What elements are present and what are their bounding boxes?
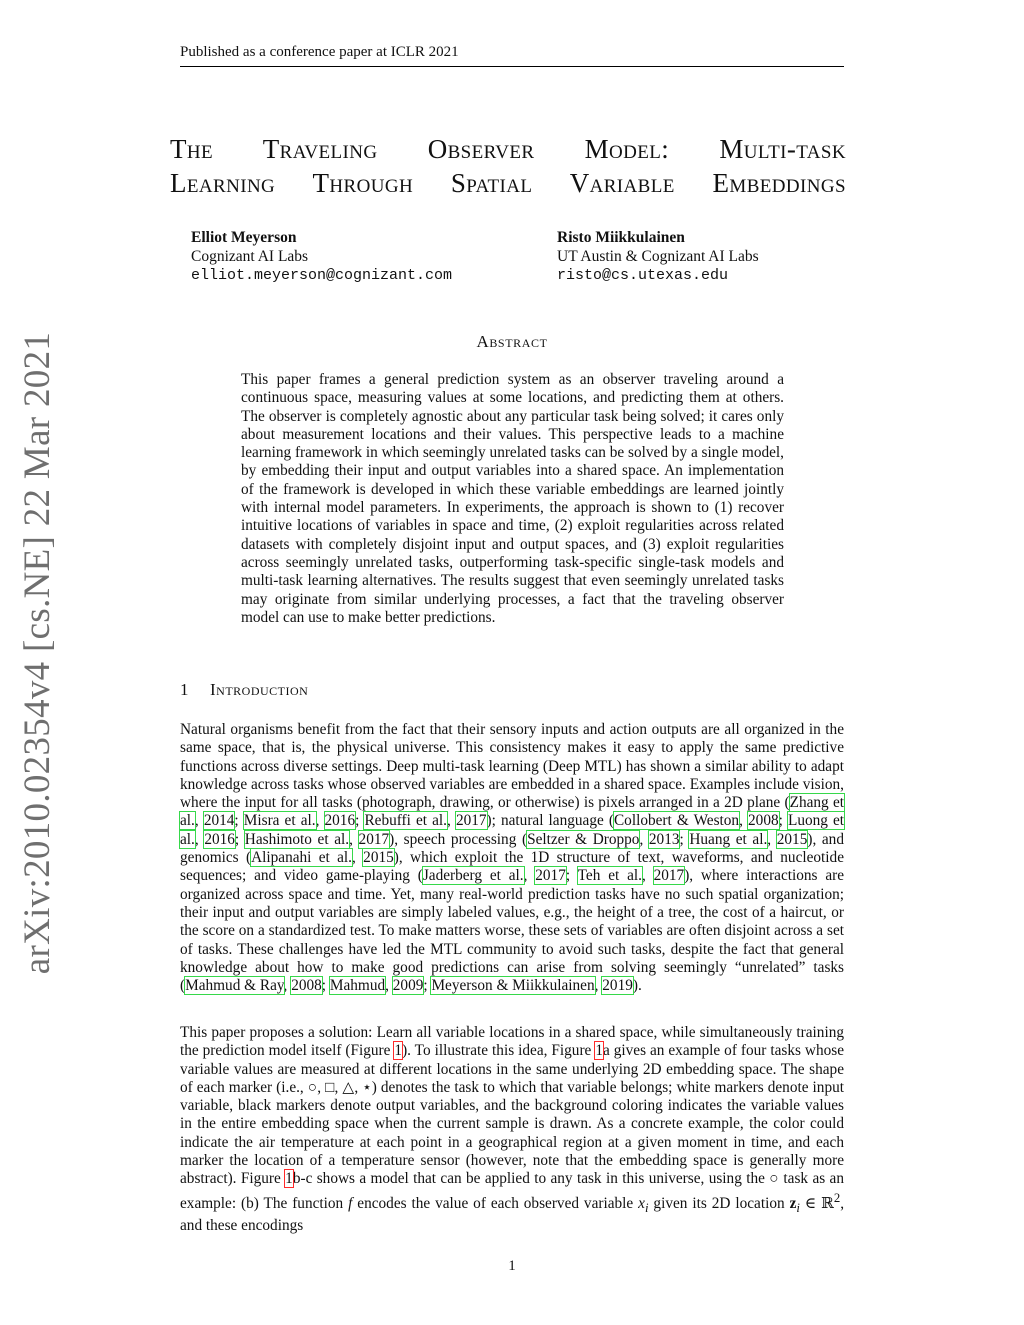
citation-link[interactable]: Zhang et al.	[180, 794, 844, 830]
figure-ref-link[interactable]: 1	[595, 1042, 603, 1060]
text: given its 2D location	[648, 1194, 790, 1212]
citation-link[interactable]: Mahmud	[329, 977, 386, 995]
title-line-2: Learning Through Spatial Variable Embeddings	[170, 168, 846, 198]
citation-link[interactable]: Alipanahi et al.	[251, 849, 352, 867]
citation-link[interactable]: 2017	[535, 867, 566, 885]
citation-link[interactable]: Misra et al.	[243, 812, 316, 830]
citation-link[interactable]: Mahmud & Ray	[185, 977, 284, 995]
page-number: 1	[508, 1258, 516, 1274]
citation-link[interactable]: 2008	[291, 977, 322, 995]
section-heading	[180, 680, 308, 700]
citation-link[interactable]: Collobert & Weston	[613, 812, 740, 830]
citation-link[interactable]: 2017	[455, 812, 487, 830]
running-header: Published as a conference paper at ICLR 2021	[180, 44, 459, 60]
citation-link[interactable]: 2015	[776, 830, 808, 848]
citation-link[interactable]: Meyerson & Miikkulainen	[431, 977, 595, 995]
citation-link[interactable]: Teh et al.	[577, 867, 642, 885]
citation-link[interactable]: 2015	[363, 849, 394, 867]
math-subscript: i	[796, 1200, 800, 1215]
citation-link[interactable]: 2019	[602, 977, 633, 995]
citation-link[interactable]: Rebuffi et al.	[364, 812, 448, 830]
intro-paragraph-1: Natural organisms benefit from the fact that their sensory inputs and action outputs are all organized in the same space, that is, the physical universe. This consistency makes it easy to apply the same predictive functions across diverse settings. Deep multi-task learning (Deep MTL) has shown a similar ability to adapt knowledge across tasks whose observed variables are embedded in a shared space. Examples include vision, where the input for all tasks (photograph, drawing, or otherwise) is pixels arranged in a 2D plane (Zhang et al., 2014; Misra et al., 2016; Rebuffi et al., 2017); natural language (Collobert & Weston, 2008; Luong et al., 2016; Hashimoto et al., 2017), speech processing (Seltzer & Droppo, 2013; Huang et al., 2015), and genomics (Alipanahi et al., 2015), which exploit the 1D structure of text, waveforms, and nucleotide sequences; and video game-playing (Jaderberg et al., 2017; Teh et al., 2017), where interactions are organized across space and time. Yet, many real-world prediction tasks have no such spatial organization; their input and output variables are simply labeled values, e.g., the height of a tree, the cost of a haircut, or the score on a standardized test. To make matters worse, these sets of variables are often disjoint across a set of tasks. These challenges have led the MTL community to avoid such tasks, despite the fact that general knowledge about how to make good predictions can arise from solving seemingly “unrelated” tasks (Mahmud & Ray, 2008; Mahmud, 2009; Meyerson & Miikkulainen, 2019).	[180, 721, 845, 995]
text: ;	[321, 977, 330, 995]
text: ;	[355, 812, 365, 830]
author-affiliation: Cognizant AI Labs	[191, 248, 309, 265]
citation-link[interactable]: 2017	[358, 830, 390, 848]
text: , and these encodings	[180, 1194, 845, 1235]
text: ;	[234, 830, 245, 848]
text: ;	[565, 867, 578, 885]
text: encodes the value of each observed variable	[352, 1194, 639, 1212]
abstract-text: This paper frames a general prediction system as an observer traveling around a continuous space, measuring values at some locations, and predicting them at others. The observer is completely agnostic about any particular task being solved; it cares only about measurement locations and their values. This perspective leads to a machine learning framework in which seemingly unrelated tasks can be solved by a single model, by embedding their input and output variables into a shared space. An implementation of the framework is developed in which these variable embeddings are learned jointly with internal model parameters. In experiments, the approach is shown to (1) recover intuitive locations of variables in space and time, (2) exploit regularities across related datasets with completely disjoint input and output spaces, and (3) exploit regularities across seemingly unrelated tasks, outperforming task-specific single-task models and multi-task learning alternatives. The results suggest that even seemingly unrelated tasks may originate from similar underlying processes, a fact that the traveling observer model can use to make better predictions.	[241, 371, 784, 626]
author-name: Risto Miikkulainen	[557, 229, 685, 246]
citation-link[interactable]: Hashimoto et al.	[244, 830, 350, 848]
section-number: 1	[180, 680, 189, 699]
text: ); natural language (	[486, 812, 614, 830]
text: Natural organisms benefit from the fact that their sensory inputs and action outputs are all organized in the same space, that is, the physical universe. This consistency makes it easy to apply the same predictive functions across diverse settings. Deep multi-task learning (Deep MTL) has shown a similar ability to adapt knowledge across tasks whose observed variables are embedded in a shared space. Examples include vision, where the input for all tasks (photograph, drawing, or otherwise) is pixels arranged in a 2D plane (	[180, 721, 844, 812]
text: a gives an example of four tasks whose variable values are measured at different locations in the same underlying 2D embedding space. The shape of each marker (i.e., ○, □, △, ⋆) denotes the task to which that variable belongs; white markers denote input variable, black markers denote output variables, and the background coloring indicates the variable values in the entire embedding space when the current sample is drawn. As a concrete example, the color could indicate the air temperature at each point in a geographical region at a given moment in time, and each marker the location of a temperature sensor (however, note that the embedding space is generally more abstract). Figure	[180, 1042, 844, 1188]
author-name: Elliot Meyerson	[191, 229, 297, 246]
abstract-heading	[180, 332, 844, 352]
header-rule	[180, 66, 844, 67]
section-title: Introduction	[210, 680, 309, 699]
text: ;	[234, 812, 244, 830]
math-superscript: 2	[833, 1190, 841, 1205]
citation-link[interactable]: 2014	[203, 812, 235, 830]
author-email: risto@cs.utexas.edu	[557, 267, 729, 284]
text: ;	[679, 830, 690, 848]
citation-link[interactable]: 2013	[648, 830, 680, 848]
intro-paragraph-2	[180, 1024, 844, 1235]
math-symbol: x	[638, 1194, 645, 1212]
citation-link[interactable]: 2009	[392, 977, 424, 995]
citation-link[interactable]: Jaderberg et al.	[422, 867, 524, 885]
math-subscript: i	[644, 1200, 649, 1215]
text: ;	[778, 812, 788, 830]
text: b-c shows a model that can be applied to any task in this universe, using the ○ task as an example: (b) The function	[180, 1170, 844, 1212]
math-symbol: f	[348, 1194, 353, 1212]
citation-link[interactable]: 2017	[653, 867, 685, 885]
figure-ref-link[interactable]: 1	[285, 1170, 293, 1188]
author-block-2	[557, 228, 759, 285]
author-affiliation: UT Austin & Cognizant AI Labs	[557, 248, 759, 265]
citation-link[interactable]: Luong et al.	[180, 812, 845, 848]
author-block-1	[191, 228, 452, 285]
citation-link[interactable]: Huang et al.	[689, 830, 768, 848]
abstract-heading-text: Abstract	[476, 332, 548, 351]
citation-link[interactable]: 2008	[748, 812, 779, 830]
text: This paper proposes a solution: Learn all variable locations in a shared space, while simultaneously training the prediction model itself (Figure	[180, 1024, 844, 1060]
paper-title	[170, 132, 846, 200]
text: ), speech processing (	[389, 830, 528, 848]
citation-link[interactable]: 2016	[204, 830, 235, 848]
citation-link[interactable]: 2016	[324, 812, 356, 830]
text: ), which exploit the 1D structure of text, waveforms, and nucleotide sequences; and video game-playing (	[180, 849, 844, 885]
arxiv-stamp: arXiv:2010.02354v4 [cs.NE] 22 Mar 2021	[17, 331, 58, 975]
text: ).	[632, 977, 642, 995]
text: ∈ ℝ	[799, 1194, 834, 1212]
math-symbol: z	[789, 1194, 797, 1212]
text: ;	[423, 977, 432, 995]
citation-link[interactable]: Seltzer & Droppo	[527, 830, 640, 848]
title-line-1: The Traveling Observer Model: Multi-task	[170, 134, 846, 164]
text: ), and genomics (	[180, 830, 844, 867]
text: ). To illustrate this idea, Figure	[402, 1042, 596, 1060]
figure-ref-link[interactable]: 1	[394, 1042, 403, 1060]
author-email: elliot.meyerson@cognizant.com	[191, 267, 453, 284]
text: ), where interactions are organized across space and time. Yet, many real-world prediction tasks have no such spatial organization; their input and output variables are simply labeled values, e.g., the height of a tree, the cost of a haircut, or the score on a standardized test. To make matters worse, these sets of variables are often disjoint across a set of tasks. These challenges have led the MTL community to avoid such tasks, despite the fact that general knowledge about how to make good predictions can arise from solving seemingly “unrelated” tasks (	[180, 867, 844, 995]
